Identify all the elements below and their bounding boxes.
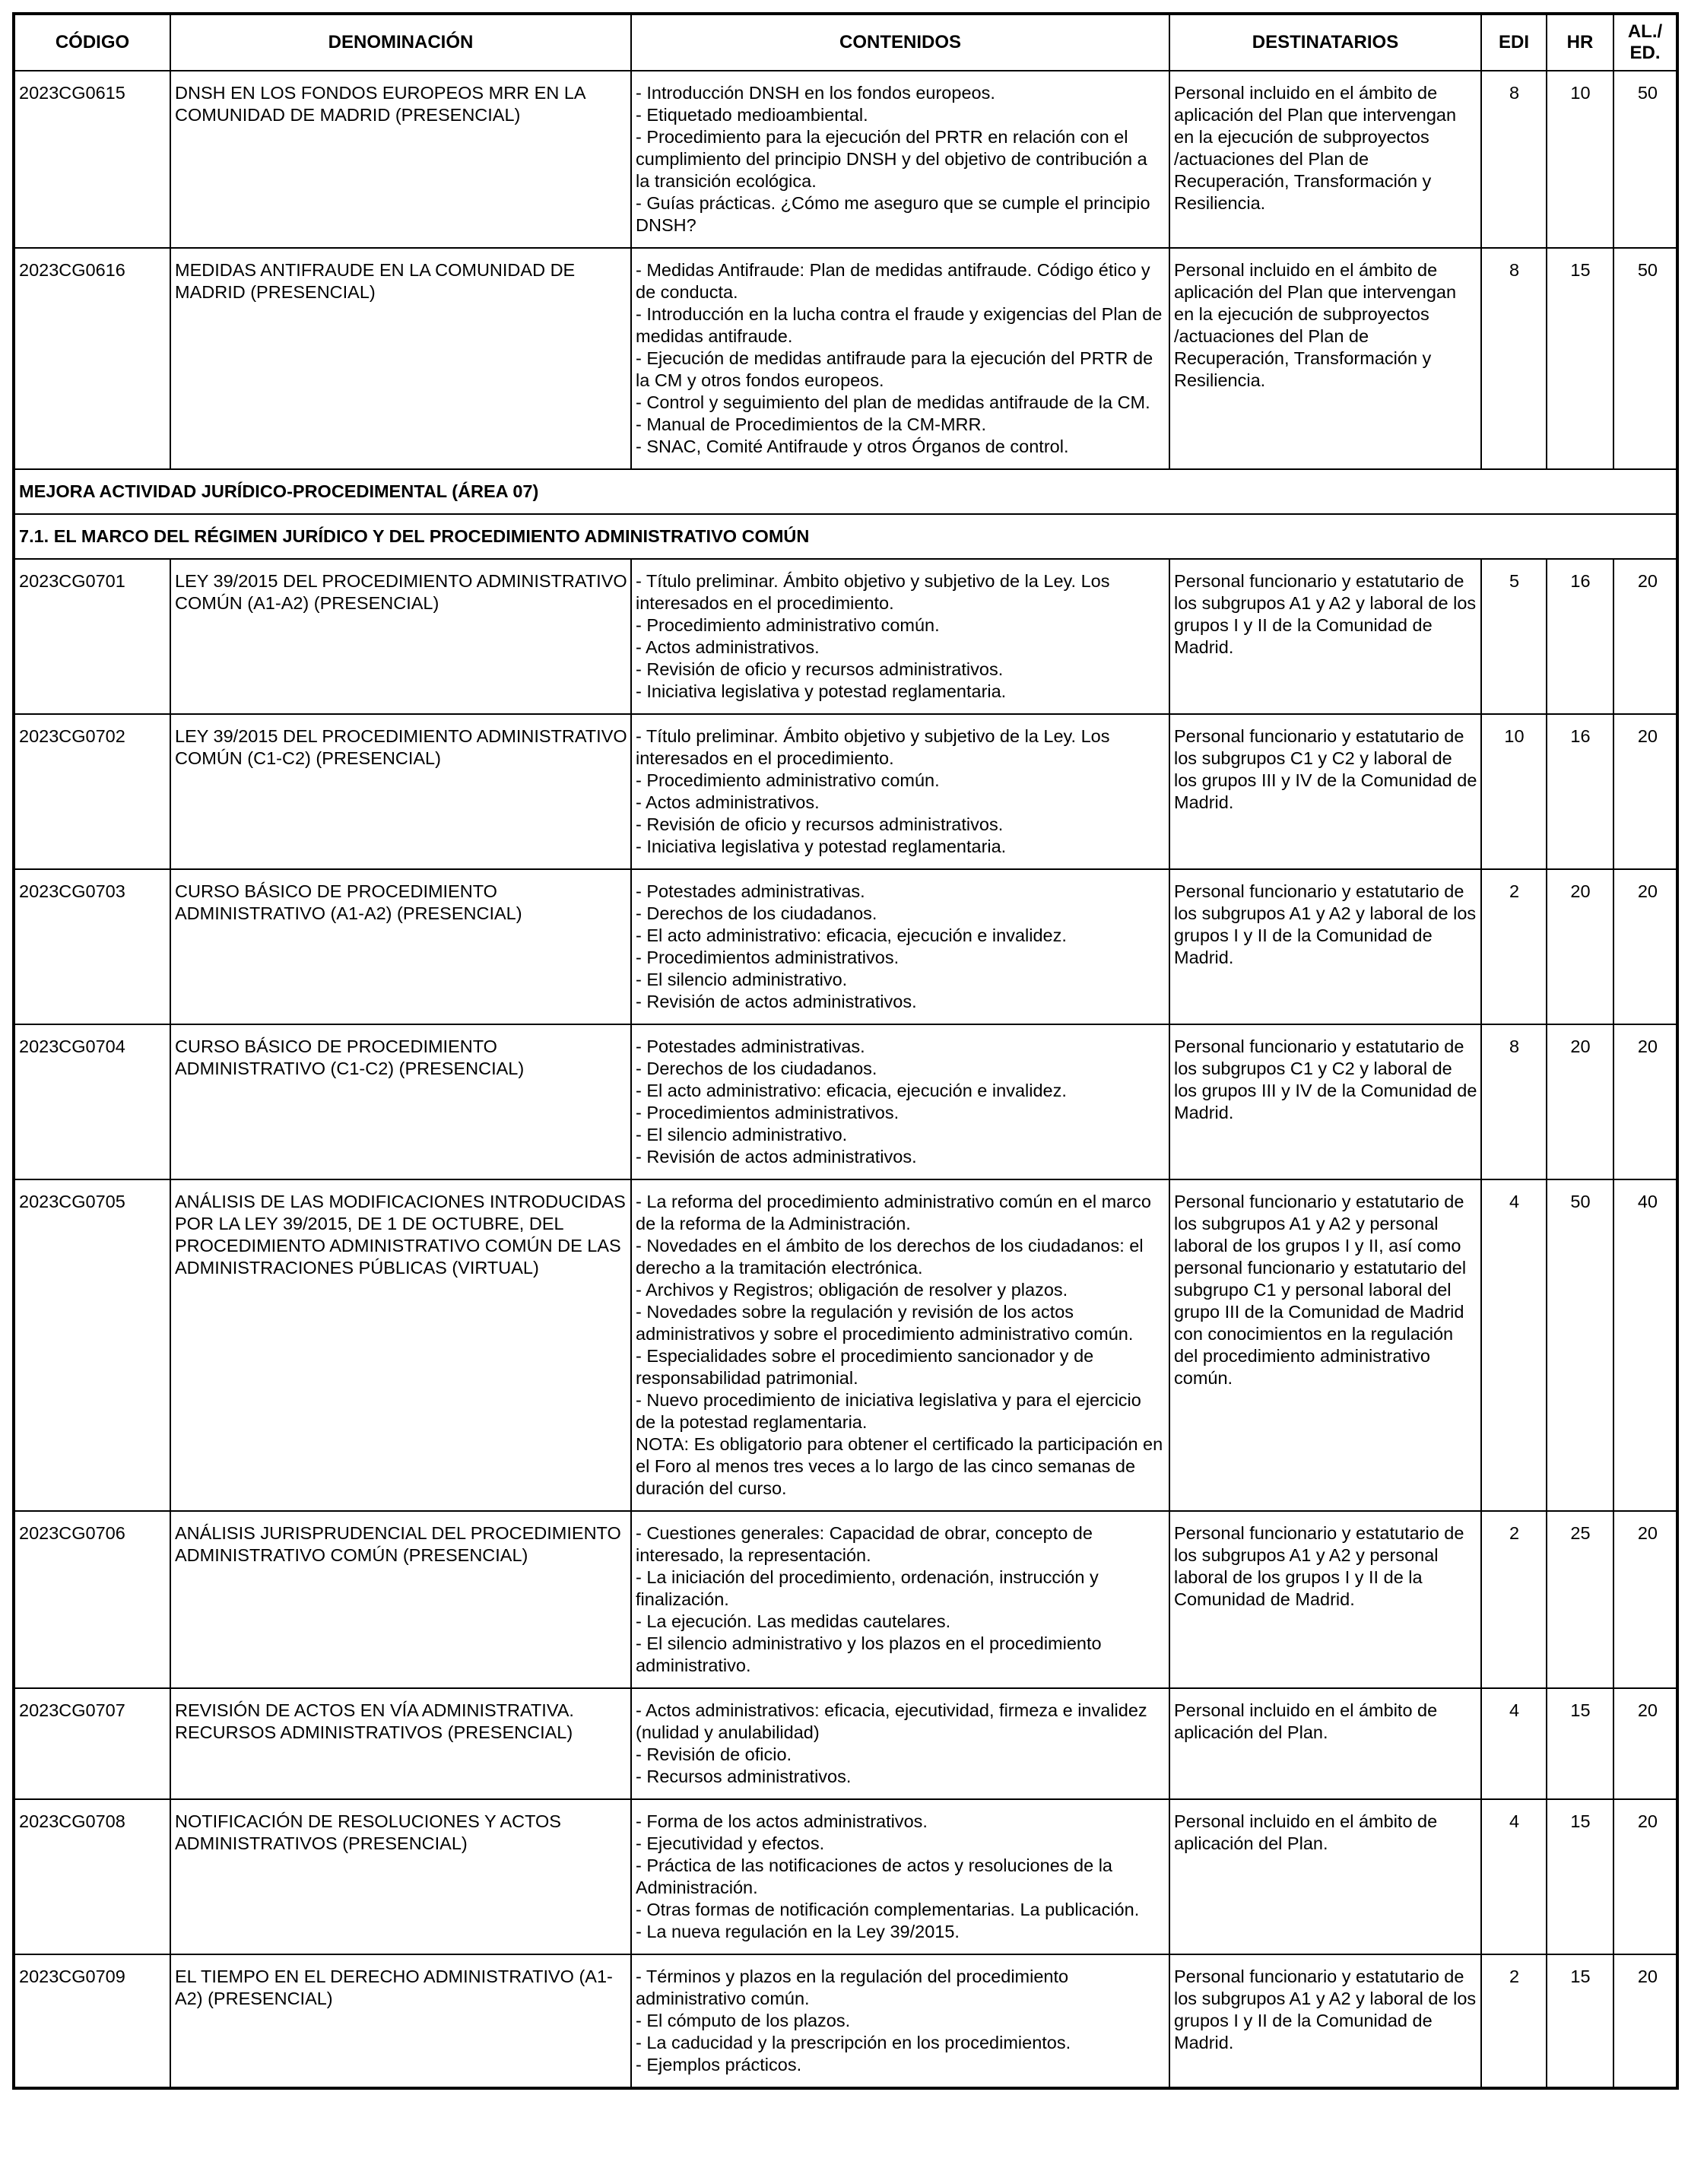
course-name: EL TIEMPO EN EL DERECHO ADMINISTRATIVO (A1-A2) (PRESENCIAL) [170, 1954, 631, 2088]
course-edi: 10 [1481, 714, 1547, 869]
course-recipients: Personal funcionario y estatutario de los subgrupos A1 y A2 y laboral de los grupos I y II de la Comunidad de Madrid. [1169, 559, 1481, 714]
content-item: - Manual de Procedimientos de la CM-MRR. [636, 414, 987, 434]
course-code: 2023CG0615 [14, 71, 170, 248]
content-item: - Novedades en el ámbito de los derechos de los ciudadanos: el derecho a la tramitación electrónica. [636, 1236, 1144, 1278]
content-item: - El silencio administrativo. [636, 1125, 848, 1144]
content-item: - Guías prácticas. ¿Cómo me aseguro que se cumple el principio DNSH? [636, 193, 1150, 235]
content-item: - El acto administrativo: eficacia, ejecución e invalidez. [636, 1081, 1067, 1100]
section-title: MEJORA ACTIVIDAD JURÍDICO-PROCEDIMENTAL (ÁREA 07) [14, 469, 1677, 514]
content-item: - Control y seguimiento del plan de medidas antifraude de la CM. [636, 392, 1150, 412]
course-row [14, 559, 1677, 714]
course-al-ed: 50 [1613, 248, 1677, 469]
course-contents [631, 1024, 1169, 1179]
content-item: - El silencio administrativo. [636, 970, 848, 989]
header-row [14, 14, 1677, 71]
content-item: - Revisión de oficio y recursos administrativos. [636, 814, 1004, 834]
course-recipients: Personal funcionario y estatutario de los subgrupos A1 y A2 y personal laboral de los grupos I y II, así como personal funcionario y estatutario del subgrupo C1 y personal laboral del grupo III de la Comunidad de Madrid con conocimientos en la regulación del procedimiento administrativo común. [1169, 1179, 1481, 1511]
content-item: - La iniciación del procedimiento, ordenación, instrucción y finalización. [636, 1567, 1099, 1609]
course-contents [631, 714, 1169, 869]
content-item: - Introducción en la lucha contra el fraude y exigencias del Plan de medidas antifraude. [636, 304, 1163, 346]
course-hr: 15 [1547, 1688, 1613, 1799]
header-destinatarios: DESTINATARIOS [1169, 14, 1481, 71]
course-code: 2023CG0705 [14, 1179, 170, 1511]
content-item: - Procedimientos administrativos. [636, 1103, 900, 1122]
header-hr: HR [1547, 14, 1613, 71]
header-edi: EDI [1481, 14, 1547, 71]
course-edi: 4 [1481, 1688, 1547, 1799]
course-hr: 20 [1547, 1024, 1613, 1179]
course-hr: 15 [1547, 1954, 1613, 2088]
course-name: CURSO BÁSICO DE PROCEDIMIENTO ADMINISTRATIVO (C1-C2) (PRESENCIAL) [170, 1024, 631, 1179]
course-al-ed: 20 [1613, 869, 1677, 1024]
content-item: - Revisión de actos administrativos. [636, 992, 917, 1011]
content-item: - Actos administrativos. [636, 637, 820, 657]
course-name: ANÁLISIS DE LAS MODIFICACIONES INTRODUCIDAS POR LA LEY 39/2015, DE 1 DE OCTUBRE, DEL PROCEDIMIENTO ADMINISTRATIVO COMÚN DE LAS ADMINISTRACIONES PÚBLICAS (VIRTUAL) [170, 1179, 631, 1511]
section-heading-row [14, 469, 1677, 514]
course-row [14, 1179, 1677, 1511]
course-row [14, 71, 1677, 248]
table-body [14, 71, 1677, 2088]
course-al-ed: 20 [1613, 714, 1677, 869]
course-al-ed: 20 [1613, 1688, 1677, 1799]
course-edi: 8 [1481, 1024, 1547, 1179]
course-contents [631, 71, 1169, 248]
course-name: MEDIDAS ANTIFRAUDE EN LA COMUNIDAD DE MADRID (PRESENCIAL) [170, 248, 631, 469]
content-item: - Procedimientos administrativos. [636, 948, 900, 967]
course-row [14, 1511, 1677, 1688]
header-denominacion: DENOMINACIÓN [170, 14, 631, 71]
content-item: - Etiquetado medioambiental. [636, 105, 868, 125]
content-item: - Introducción DNSH en los fondos europeos. [636, 83, 995, 103]
course-code: 2023CG0709 [14, 1954, 170, 2088]
course-code: 2023CG0706 [14, 1511, 170, 1688]
document-page [12, 12, 1676, 2090]
content-item: - Procedimiento administrativo común. [636, 770, 940, 790]
header-al-ed: AL./ ED. [1613, 14, 1677, 71]
content-item: - La reforma del procedimiento administrativo común en el marco de la reforma de la Administración. [636, 1192, 1151, 1233]
content-item: - Forma de los actos administrativos. [636, 1811, 928, 1831]
header-codigo: CÓDIGO [14, 14, 170, 71]
course-code: 2023CG0702 [14, 714, 170, 869]
course-code: 2023CG0704 [14, 1024, 170, 1179]
content-item: - Práctica de las notificaciones de actos y resoluciones de la Administración. [636, 1855, 1112, 1897]
course-name: CURSO BÁSICO DE PROCEDIMIENTO ADMINISTRATIVO (A1-A2) (PRESENCIAL) [170, 869, 631, 1024]
course-recipients: Personal incluido en el ámbito de aplicación del Plan. [1169, 1799, 1481, 1954]
content-item: - Cuestiones generales: Capacidad de obrar, concepto de interesado, la representación. [636, 1523, 1093, 1565]
course-recipients: Personal funcionario y estatutario de los subgrupos A1 y A2 y laboral de los grupos I y II de la Comunidad de Madrid. [1169, 1954, 1481, 2088]
content-item: - Derechos de los ciudadanos. [636, 1059, 877, 1078]
content-item: - El silencio administrativo y los plazos en el procedimiento administrativo. [636, 1633, 1102, 1675]
courses-table [12, 12, 1679, 2090]
course-al-ed: 20 [1613, 1024, 1677, 1179]
course-hr: 15 [1547, 1799, 1613, 1954]
content-item: - Revisión de oficio. [636, 1744, 792, 1764]
content-item: - La nueva regulación en la Ley 39/2015. [636, 1922, 960, 1941]
content-item: - Nuevo procedimiento de iniciativa legislativa y para el ejercicio de la potestad reglamentaria. [636, 1390, 1141, 1432]
course-hr: 20 [1547, 869, 1613, 1024]
content-item: - Actos administrativos. [636, 792, 820, 812]
course-row [14, 248, 1677, 469]
course-code: 2023CG0703 [14, 869, 170, 1024]
course-row [14, 1954, 1677, 2088]
course-hr: 16 [1547, 714, 1613, 869]
course-al-ed: 40 [1613, 1179, 1677, 1511]
course-hr: 15 [1547, 248, 1613, 469]
course-edi: 2 [1481, 869, 1547, 1024]
course-recipients: Personal incluido en el ámbito de aplicación del Plan que intervengan en la ejecución de subproyectos /actuaciones del Plan de Recuperación, Transformación y Resiliencia. [1169, 71, 1481, 248]
course-edi: 8 [1481, 248, 1547, 469]
course-recipients: Personal funcionario y estatutario de los subgrupos C1 y C2 y laboral de los grupos III y IV de la Comunidad de Madrid. [1169, 1024, 1481, 1179]
course-edi: 4 [1481, 1179, 1547, 1511]
content-item: - Procedimiento administrativo común. [636, 615, 940, 635]
course-hr: 16 [1547, 559, 1613, 714]
section-heading-row [14, 514, 1677, 559]
content-item: - La ejecución. Las medidas cautelares. [636, 1611, 951, 1631]
course-contents [631, 1799, 1169, 1954]
course-contents [631, 1954, 1169, 2088]
course-contents [631, 1688, 1169, 1799]
course-row [14, 714, 1677, 869]
content-item: - Novedades sobre la regulación y revisión de los actos administrativos y sobre el procedimiento administrativo común. [636, 1302, 1134, 1344]
content-item: - Especialidades sobre el procedimiento sancionador y de responsabilidad patrimonial. [636, 1346, 1094, 1388]
content-item: - Recursos administrativos. [636, 1767, 852, 1786]
course-hr: 50 [1547, 1179, 1613, 1511]
course-hr: 25 [1547, 1511, 1613, 1688]
content-item: - El cómputo de los plazos. [636, 2011, 851, 2030]
course-contents [631, 559, 1169, 714]
section-title: 7.1. EL MARCO DEL RÉGIMEN JURÍDICO Y DEL PROCEDIMIENTO ADMINISTRATIVO COMÚN [14, 514, 1677, 559]
content-item: - Archivos y Registros; obligación de resolver y plazos. [636, 1280, 1068, 1300]
content-item: - Medidas Antifraude: Plan de medidas antifraude. Código ético y de conducta. [636, 260, 1150, 302]
course-name: REVISIÓN DE ACTOS EN VÍA ADMINISTRATIVA. RECURSOS ADMINISTRATIVOS (PRESENCIAL) [170, 1688, 631, 1799]
course-edi: 8 [1481, 71, 1547, 248]
course-recipients: Personal funcionario y estatutario de los subgrupos C1 y C2 y laboral de los grupos III y IV de la Comunidad de Madrid. [1169, 714, 1481, 869]
course-row [14, 1024, 1677, 1179]
content-item: - SNAC, Comité Antifraude y otros Órganos de control. [636, 436, 1069, 456]
course-name: DNSH EN LOS FONDOS EUROPEOS MRR EN LA COMUNIDAD DE MADRID (PRESENCIAL) [170, 71, 631, 248]
content-item: - Ejecutividad y efectos. [636, 1833, 825, 1853]
content-item: NOTA: Es obligatorio para obtener el certificado la participación en el Foro al menos tres veces a lo largo de las cinco semanas de duración del curso. [636, 1434, 1163, 1498]
course-edi: 4 [1481, 1799, 1547, 1954]
content-item: - Otras formas de notificación complementarias. La publicación. [636, 1900, 1140, 1919]
content-item: - Ejemplos prácticos. [636, 2055, 802, 2074]
content-item: - Iniciativa legislativa y potestad reglamentaria. [636, 681, 1007, 701]
course-contents [631, 869, 1169, 1024]
content-item: - El acto administrativo: eficacia, ejecución e invalidez. [636, 925, 1067, 945]
course-code: 2023CG0616 [14, 248, 170, 469]
course-edi: 2 [1481, 1511, 1547, 1688]
course-name: LEY 39/2015 DEL PROCEDIMIENTO ADMINISTRATIVO COMÚN (C1-C2) (PRESENCIAL) [170, 714, 631, 869]
course-contents [631, 1511, 1169, 1688]
content-item: - Procedimiento para la ejecución del PRTR en relación con el cumplimiento del principio DNSH y del objetivo de contribución a la transición ecológica. [636, 127, 1147, 191]
header-contenidos: CONTENIDOS [631, 14, 1169, 71]
course-code: 2023CG0708 [14, 1799, 170, 1954]
course-code: 2023CG0701 [14, 559, 170, 714]
course-recipients: Personal incluido en el ámbito de aplicación del Plan que intervengan en la ejecución de subproyectos /actuaciones del Plan de Recuperación, Transformación y Resiliencia. [1169, 248, 1481, 469]
course-hr: 10 [1547, 71, 1613, 248]
course-code: 2023CG0707 [14, 1688, 170, 1799]
content-item: - Actos administrativos: eficacia, ejecutividad, firmeza e invalidez (nulidad y anulabilidad) [636, 1700, 1147, 1742]
course-al-ed: 20 [1613, 559, 1677, 714]
content-item: - Revisión de oficio y recursos administrativos. [636, 659, 1004, 679]
course-al-ed: 20 [1613, 1511, 1677, 1688]
content-item: - Iniciativa legislativa y potestad reglamentaria. [636, 836, 1007, 856]
content-item: - Ejecución de medidas antifraude para la ejecución del PRTR de la CM y otros fondos europeos. [636, 348, 1153, 390]
content-item: - Título preliminar. Ámbito objetivo y subjetivo de la Ley. Los interesados en el procedimiento. [636, 726, 1110, 768]
course-row [14, 1799, 1677, 1954]
course-edi: 5 [1481, 559, 1547, 714]
course-al-ed: 20 [1613, 1954, 1677, 2088]
content-item: - Derechos de los ciudadanos. [636, 903, 877, 923]
course-name: NOTIFICACIÓN DE RESOLUCIONES Y ACTOS ADMINISTRATIVOS (PRESENCIAL) [170, 1799, 631, 1954]
course-name: ANÁLISIS JURISPRUDENCIAL DEL PROCEDIMIENTO ADMINISTRATIVO COMÚN (PRESENCIAL) [170, 1511, 631, 1688]
content-item: - Potestades administrativas. [636, 1036, 865, 1056]
course-al-ed: 20 [1613, 1799, 1677, 1954]
course-name: LEY 39/2015 DEL PROCEDIMIENTO ADMINISTRATIVO COMÚN (A1-A2) (PRESENCIAL) [170, 559, 631, 714]
course-recipients: Personal funcionario y estatutario de los subgrupos A1 y A2 y laboral de los grupos I y II de la Comunidad de Madrid. [1169, 869, 1481, 1024]
course-recipients: Personal funcionario y estatutario de los subgrupos A1 y A2 y personal laboral de los grupos I y II de la Comunidad de Madrid. [1169, 1511, 1481, 1688]
content-item: - Título preliminar. Ámbito objetivo y subjetivo de la Ley. Los interesados en el procedimiento. [636, 571, 1110, 613]
content-item: - La caducidad y la prescripción en los procedimientos. [636, 2033, 1071, 2052]
content-item: - Términos y plazos en la regulación del procedimiento administrativo común. [636, 1967, 1069, 2008]
course-contents [631, 248, 1169, 469]
course-row [14, 1688, 1677, 1799]
course-recipients: Personal incluido en el ámbito de aplicación del Plan. [1169, 1688, 1481, 1799]
content-item: - Potestades administrativas. [636, 881, 865, 901]
content-item: - Revisión de actos administrativos. [636, 1147, 917, 1167]
course-al-ed: 50 [1613, 71, 1677, 248]
course-row [14, 869, 1677, 1024]
course-contents [631, 1179, 1169, 1511]
course-edi: 2 [1481, 1954, 1547, 2088]
